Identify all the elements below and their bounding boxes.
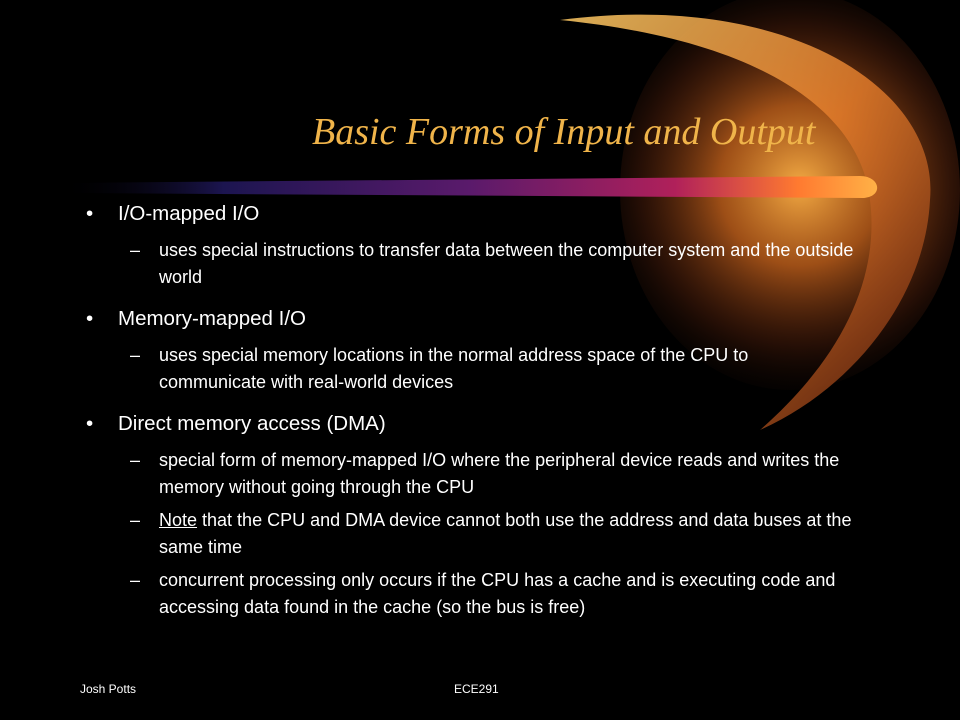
bullet-label: Memory-mapped I/O xyxy=(118,307,306,330)
sub-bullet-text: special form of memory-mapped I/O where the peripheral device reads and writes the memory without going through the CPU xyxy=(159,450,840,497)
note-rest: that the CPU and DMA device cannot both use the address and data buses at the same time xyxy=(159,510,852,557)
bullet-marker: • xyxy=(86,412,94,435)
dash-marker: – xyxy=(130,450,141,470)
dash-marker: – xyxy=(130,240,141,260)
slide-title: Basic Forms of Input and Output xyxy=(312,111,816,153)
bullet-marker: • xyxy=(86,202,94,225)
sub-bullet xyxy=(86,447,856,501)
sub-bullet-text xyxy=(159,510,851,557)
sub-bullet-text: uses special instructions to transfer data between the computer system and the outside world xyxy=(159,240,854,287)
sub-bullet xyxy=(86,237,856,291)
bullet-io-mapped xyxy=(86,200,856,227)
dash-marker: – xyxy=(130,570,141,590)
bullet-dma xyxy=(86,410,856,437)
dash-marker: – xyxy=(130,345,141,365)
bullet-marker: • xyxy=(86,307,94,330)
dash-marker: – xyxy=(130,510,141,530)
slide-content xyxy=(86,200,856,627)
footer-course: ECE291 xyxy=(454,682,499,696)
bullet-label: Direct memory access (DMA) xyxy=(118,412,386,435)
swoosh-bar xyxy=(60,176,877,198)
sub-bullet-text: concurrent processing only occurs if the CPU has a cache and is executing code and accessing data found in the cache (so the bus is free) xyxy=(159,570,836,617)
sub-bullet xyxy=(86,567,856,621)
sub-bullet-text: uses special memory locations in the normal address space of the CPU to communicate with real-world devices xyxy=(159,345,749,392)
bullet-label: I/O-mapped I/O xyxy=(118,202,260,225)
sub-bullet xyxy=(86,507,856,561)
sub-bullet xyxy=(86,342,856,396)
bullet-memory-mapped xyxy=(86,305,856,332)
footer-author: Josh Potts xyxy=(80,682,137,696)
note-underlined: Note xyxy=(159,510,198,530)
